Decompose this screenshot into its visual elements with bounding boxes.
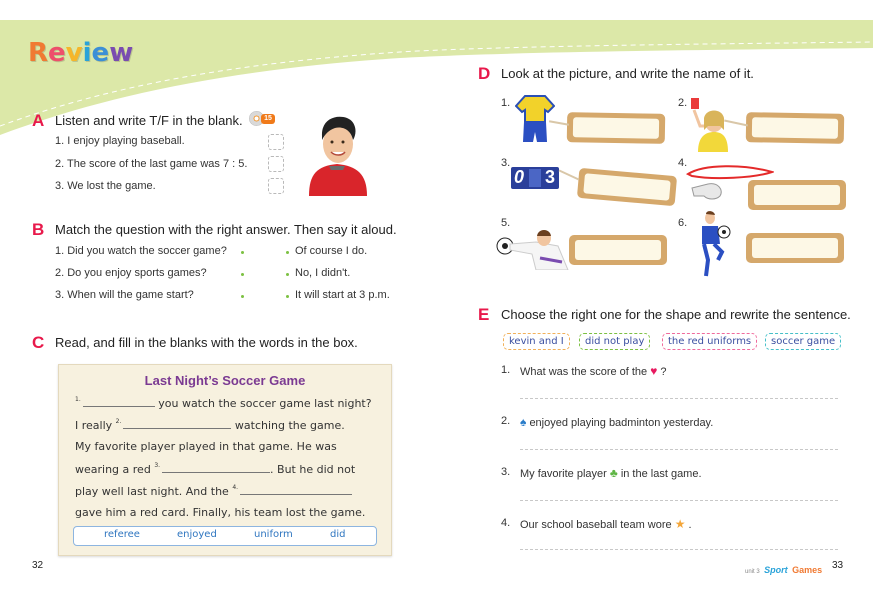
page-number-left: 32 <box>32 560 44 571</box>
story-line <box>75 396 372 410</box>
story-text: play well last night. And the <box>75 485 229 498</box>
heart-icon: ♥ <box>650 364 658 378</box>
score-right: 3 <box>545 167 556 187</box>
story-line <box>75 462 355 476</box>
unit-title-word: Games <box>792 565 823 575</box>
sentence-number: 2. <box>501 415 511 427</box>
title-letter: e <box>48 38 66 68</box>
answer-line[interactable] <box>520 398 838 399</box>
section-e-letter: E <box>478 305 490 324</box>
story-text: watching the game. <box>234 419 345 432</box>
section-a-item: 2. The score of the last game was 7 : 5. <box>55 158 248 170</box>
blank-number: 3. <box>154 462 161 469</box>
sentence-text: . <box>688 519 692 531</box>
match-dot[interactable] <box>286 251 289 254</box>
choice-chip[interactable]: the red uniforms <box>662 333 757 350</box>
sentence-text: enjoyed playing badminton yesterday. <box>529 417 714 429</box>
sentence <box>520 415 713 429</box>
answer-tag[interactable] <box>567 112 666 144</box>
section-b-letter: B <box>32 220 45 239</box>
title-letter: i <box>82 38 92 68</box>
blank-number: 1. <box>75 396 81 403</box>
match-dot[interactable] <box>286 295 289 298</box>
fill-blank[interactable] <box>162 462 270 473</box>
story-text: . But he did not <box>270 463 356 476</box>
story-title: Last Night’s Soccer Game <box>144 373 306 388</box>
section-a-item: 3. We lost the game. <box>55 180 156 192</box>
story-text: wearing a red <box>75 463 151 476</box>
picture-number: 5. <box>501 217 511 229</box>
review-title <box>28 38 133 68</box>
match-answer: Of course I do. <box>295 245 368 257</box>
word-option: did <box>330 529 346 540</box>
answer-line[interactable] <box>520 500 838 501</box>
choice-chip[interactable]: soccer game <box>765 333 841 350</box>
sentence <box>520 466 702 480</box>
page-number-right: 33 <box>832 560 844 571</box>
match-question: 3. When will the game start? <box>55 289 194 301</box>
word-option: uniform <box>254 529 293 540</box>
tag-input-area[interactable] <box>752 238 838 258</box>
scoreboard-picture <box>511 167 559 189</box>
blank-number: 2. <box>115 418 122 425</box>
tag-input-area[interactable] <box>754 185 840 205</box>
choice-chip[interactable]: kevin and I <box>503 333 570 350</box>
picture-number: 1. <box>501 97 511 109</box>
unit-title-word: Sport <box>764 565 788 575</box>
story-line <box>75 418 345 432</box>
title-letter: v <box>65 38 83 68</box>
title-letter: R <box>28 38 49 68</box>
answer-tag[interactable] <box>569 235 667 265</box>
answer-tag[interactable] <box>746 233 844 263</box>
score-divider <box>529 169 541 187</box>
section-a-item: 1. I enjoy playing baseball. <box>55 135 185 147</box>
fill-blank[interactable] <box>83 396 155 407</box>
answer-tag[interactable] <box>748 180 846 210</box>
score-left: 0 <box>514 167 525 187</box>
section-c-letter: C <box>32 333 45 352</box>
girl-red-card-picture <box>688 96 730 152</box>
match-dot[interactable] <box>286 273 289 276</box>
club-icon: ♣ <box>609 466 618 480</box>
sentence <box>520 364 667 378</box>
section-a-letter: A <box>32 111 45 130</box>
sentence-text: Our school baseball team wore <box>520 519 672 531</box>
story-line: gave him a red card. Finally, his team lost the game. <box>75 506 366 519</box>
boy-photo <box>305 112 369 196</box>
spade-icon: ♠ <box>520 415 527 429</box>
soccer-player-picture <box>696 210 736 278</box>
match-answer: It will start at 3 p.m. <box>295 289 390 301</box>
section-b-title: Match the question with the right answer. Then say it aloud. <box>55 222 397 237</box>
story-text: you watch the soccer game last night? <box>158 397 372 410</box>
title-letter: w <box>109 38 134 68</box>
tag-input-area[interactable] <box>575 240 661 260</box>
word-option: enjoyed <box>177 529 217 540</box>
picture-number: 6. <box>678 217 688 229</box>
goalkeeper-picture <box>496 228 570 270</box>
tag-input-area[interactable] <box>752 117 838 138</box>
star-icon: ★ <box>674 517 686 531</box>
match-question: 1. Did you watch the soccer game? <box>55 245 227 257</box>
blank-number: 4. <box>232 484 239 491</box>
word-option: referee <box>104 529 140 540</box>
audio-cd-icon[interactable] <box>249 111 281 127</box>
section-c-title: Read, and fill in the blanks with the words in the box. <box>55 335 358 350</box>
match-answer: No, I didn't. <box>295 267 351 279</box>
tf-answer-box[interactable] <box>268 156 284 172</box>
story-card <box>58 364 392 556</box>
picture-number: 4. <box>678 157 688 169</box>
story-line <box>75 484 352 498</box>
picture-number: 3. <box>501 157 511 169</box>
track-number: 15 <box>261 114 275 124</box>
sentence-number: 4. <box>501 517 511 529</box>
tf-answer-box[interactable] <box>268 178 284 194</box>
unit-label <box>745 560 822 578</box>
word-box <box>73 526 377 546</box>
answer-line[interactable] <box>520 549 838 550</box>
match-dot[interactable] <box>241 273 244 276</box>
story-text: I really <box>75 419 113 432</box>
answer-tag[interactable] <box>746 112 845 144</box>
section-d-title: Look at the picture, and write the name of it. <box>501 66 754 81</box>
tag-string <box>559 169 580 180</box>
match-dot[interactable] <box>241 251 244 254</box>
sentence-text: ? <box>660 366 667 378</box>
answer-line[interactable] <box>520 449 838 450</box>
tag-input-area[interactable] <box>583 173 670 200</box>
sentence-text: My favorite player <box>520 468 607 480</box>
match-dot[interactable] <box>241 295 244 298</box>
title-letter: e <box>91 38 110 68</box>
section-e-title: Choose the right one for the shape and rewrite the sentence. <box>501 307 851 322</box>
sentence <box>520 517 692 531</box>
match-question: 2. Do you enjoy sports games? <box>55 267 207 279</box>
fill-blank[interactable] <box>240 484 352 495</box>
picture-number: 2. <box>678 97 688 109</box>
sentence-text: in the last game. <box>620 468 702 480</box>
tag-input-area[interactable] <box>573 117 659 138</box>
unit-number: unit 3 <box>745 569 760 575</box>
tf-answer-box[interactable] <box>268 134 284 150</box>
sentence-number: 3. <box>501 466 511 478</box>
sentence-text: What was the score of the <box>520 366 648 378</box>
answer-tag[interactable] <box>577 168 677 206</box>
section-d-letter: D <box>478 64 491 83</box>
fill-blank[interactable] <box>123 418 231 429</box>
story-line: My favorite player played in that game. He was <box>75 440 337 453</box>
sentence-number: 1. <box>501 364 511 376</box>
choice-chip[interactable]: did not play <box>579 333 650 350</box>
section-a-title: Listen and write T/F in the blank. <box>55 113 243 128</box>
